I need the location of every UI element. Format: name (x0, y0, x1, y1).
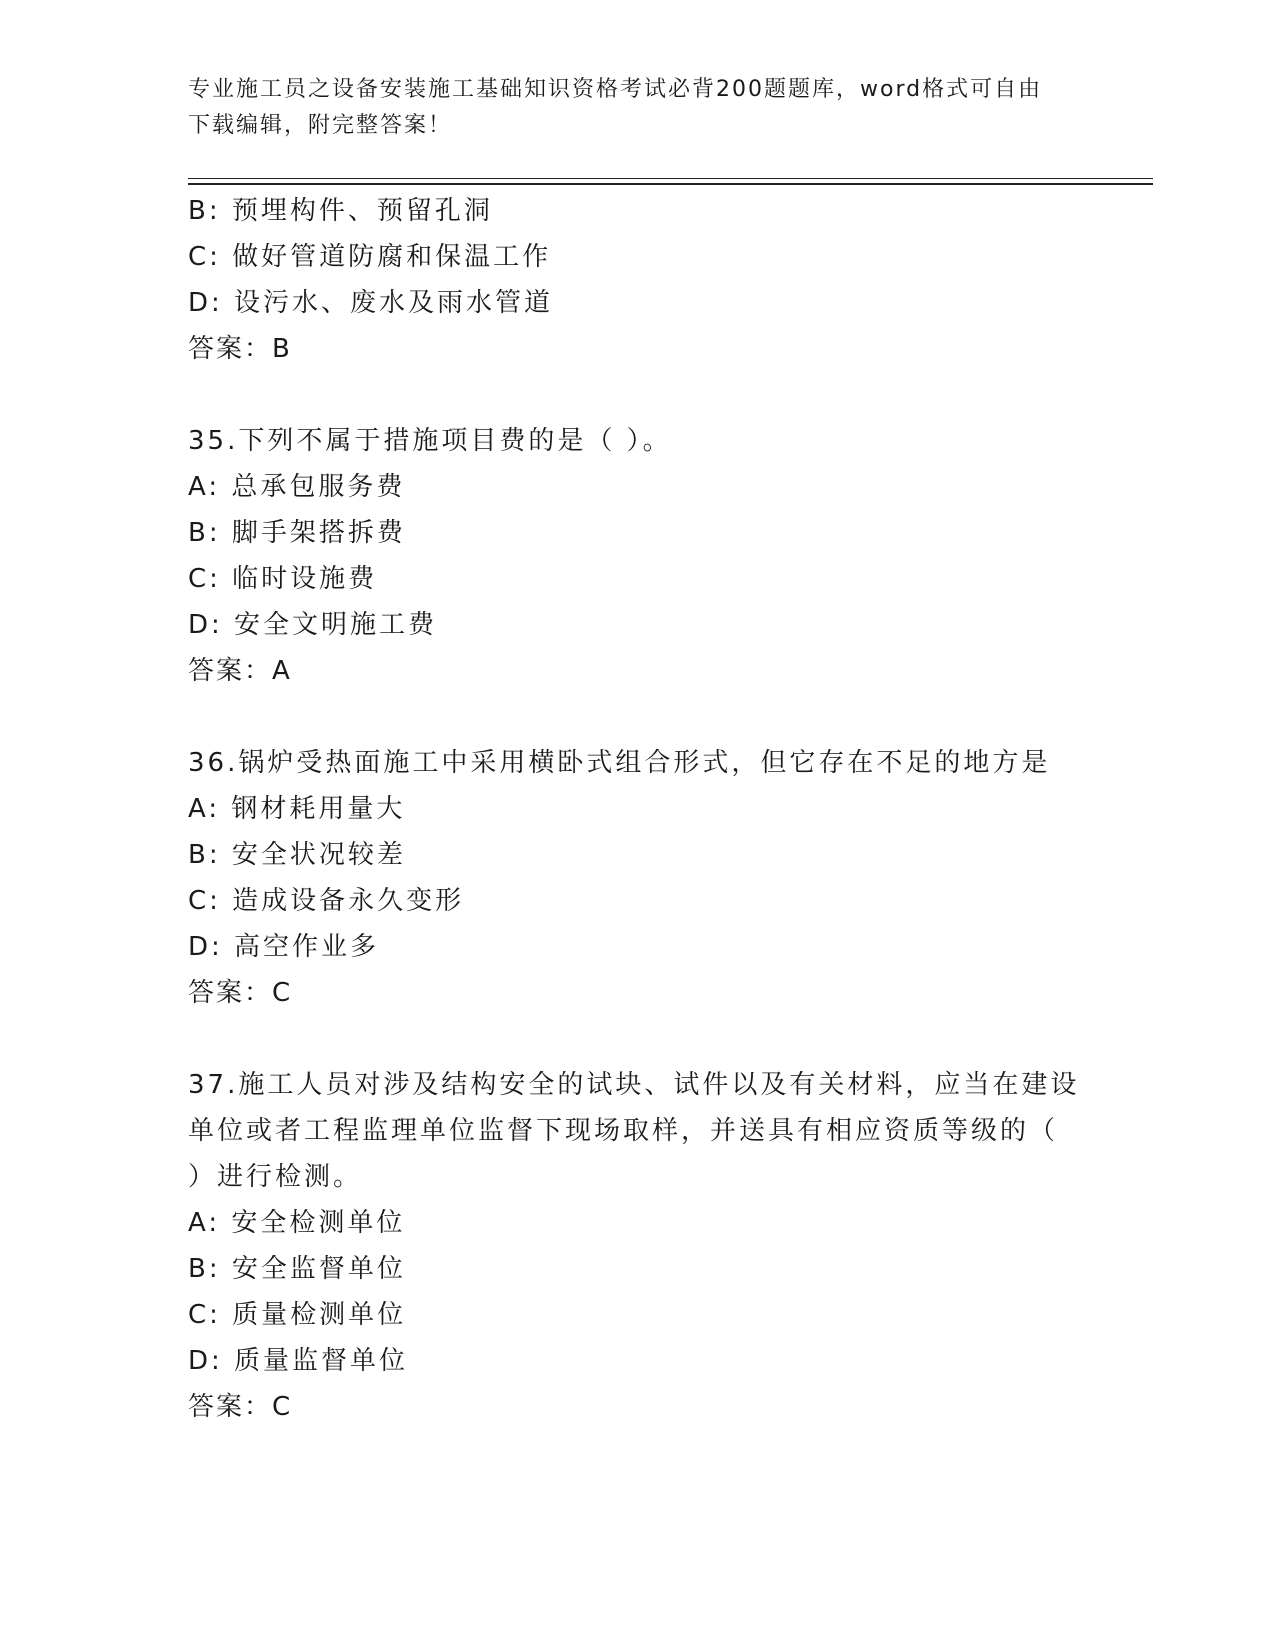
header-line-2: 下载编辑，附完整答案！ (188, 113, 453, 138)
question-stem-line-1: 37.施工人员对涉及结构安全的试块、试件以及有关材料，应当在建设 (188, 1070, 1080, 1100)
option-c: C: 做好管道防腐和保温工作 (188, 242, 552, 272)
header-line-1: 专业施工员之设备安装施工基础知识资格考试必背200题题库，word格式可自由 (188, 77, 1043, 102)
question-37 (188, 1062, 1088, 1430)
question-stem-line-3: ）进行检测。 (188, 1162, 363, 1192)
answer: 答案：B (188, 334, 292, 364)
question-34-continued (188, 188, 1088, 372)
option-a: A: 安全检测单位 (188, 1208, 406, 1238)
option-c: C: 质量检测单位 (188, 1300, 407, 1330)
option-c: C: 临时设施费 (188, 564, 378, 594)
answer: 答案：C (188, 1392, 293, 1422)
option-d: D: 安全文明施工费 (188, 610, 438, 640)
option-a: A: 钢材耗用量大 (188, 794, 406, 824)
answer: 答案：A (188, 656, 292, 686)
option-c: C: 造成设备永久变形 (188, 886, 465, 916)
option-d: D: 质量监督单位 (188, 1346, 409, 1376)
option-b: B: 脚手架搭拆费 (188, 518, 406, 548)
spacer (188, 372, 1088, 418)
option-d: D: 高空作业多 (188, 932, 380, 962)
answer: 答案：C (188, 978, 293, 1008)
option-a: A: 总承包服务费 (188, 472, 406, 502)
option-b: B: 安全监督单位 (188, 1254, 406, 1284)
spacer (188, 1016, 1088, 1062)
header-divider-thin (188, 178, 1153, 179)
document-header (188, 72, 1088, 144)
header-divider-thick (188, 183, 1153, 185)
option-b: B: 安全状况较差 (188, 840, 406, 870)
spacer (188, 694, 1088, 740)
option-b: B: 预埋构件、预留孔洞 (188, 196, 493, 226)
question-list (188, 188, 1088, 1430)
question-stem: 35.下列不属于措施项目费的是（ ）。 (188, 426, 672, 456)
option-d: D: 设污水、废水及雨水管道 (188, 288, 554, 318)
question-stem: 36.锅炉受热面施工中采用横卧式组合形式，但它存在不足的地方是 (188, 748, 1051, 778)
question-35 (188, 418, 1088, 694)
question-stem-line-2: 单位或者工程监理单位监督下现场取样，并送具有相应资质等级的（ (188, 1116, 1059, 1146)
question-36 (188, 740, 1088, 1016)
